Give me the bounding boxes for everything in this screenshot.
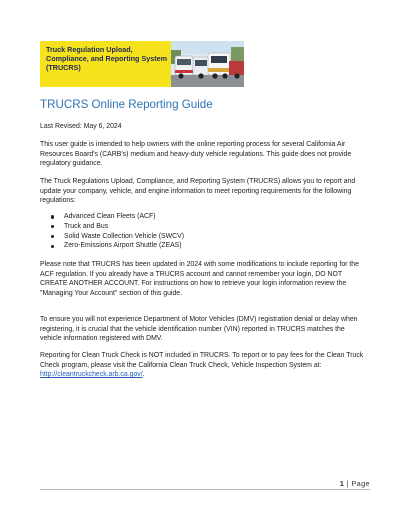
system-description: The Truck Regulations Upload, Compliance, and Reporting System (TRUCRS) allows you to report and update your company, vehicle, and engine information to meet reporting requirements for the following regulations: (40, 178, 356, 204)
list-item: Solid Waste Collection Vehicle (SWCV) (40, 232, 366, 242)
last-revised: Last Revised: May 6, 2024 (40, 123, 122, 130)
regulations-list (40, 212, 366, 251)
bullet-icon (51, 225, 54, 228)
page-footer (340, 479, 370, 488)
header-banner (40, 41, 244, 87)
note-paragraph: Please note that TRUCRS has been updated in 2024 with some modifications to include reporting for the ACF regulation. If you already have a TRUCRS account and cannot remember your login, DO NOT CREATE ANOTHER ACCOUNT. For instructions on how to retrieve your login information review the "Managing Your Account" section of this guide. (40, 261, 359, 297)
footer-divider (40, 489, 370, 490)
bullet-icon (51, 235, 54, 238)
intro-paragraph: This user guide is intended to help owners with the online reporting process for several California Air Resources Board's (CARB's) medium and heavy-duty vehicle regulations. This guide does not provide regulatory guidance. (40, 141, 352, 167)
bullet-icon (51, 215, 54, 218)
list-item: Truck and Bus (40, 222, 366, 232)
list-item: Advanced Clean Fleets (ACF) (40, 212, 366, 222)
banner-title: Truck Regulation Upload, Compliance, and Reporting System (TRUCRS) (46, 45, 168, 73)
page-separator: | (344, 479, 352, 488)
page-number: 1 (339, 479, 345, 488)
list-item: Zero-Emissions Airport Shuttle (ZEAS) (40, 241, 366, 251)
bullet-icon (51, 245, 54, 248)
clean-truck-check-link[interactable]: http://cleantruckcheck.arb.ca.gov/ (40, 371, 143, 378)
document-title: TRUCRS Online Reporting Guide (40, 98, 213, 111)
page-label: Page (351, 479, 370, 488)
truck-photo (171, 41, 244, 87)
dmv-paragraph: To ensure you will not experience Department of Motor Vehicles (DMV) registration denial or delay when registering, it is crucial that the vehicle identification number (VIN) reported in TRUCRS matches the vehicle information registered with DMV. (40, 316, 358, 342)
clean-truck-paragraph: Reporting for Clean Truck Check is NOT included in TRUCRS. To report or to pay fees for the Clean Truck Check program, please visit the California Clean Truck Check, Vehicle Inspection System at: http://cleantruckcheck.arb.ca.gov/. (40, 352, 364, 378)
